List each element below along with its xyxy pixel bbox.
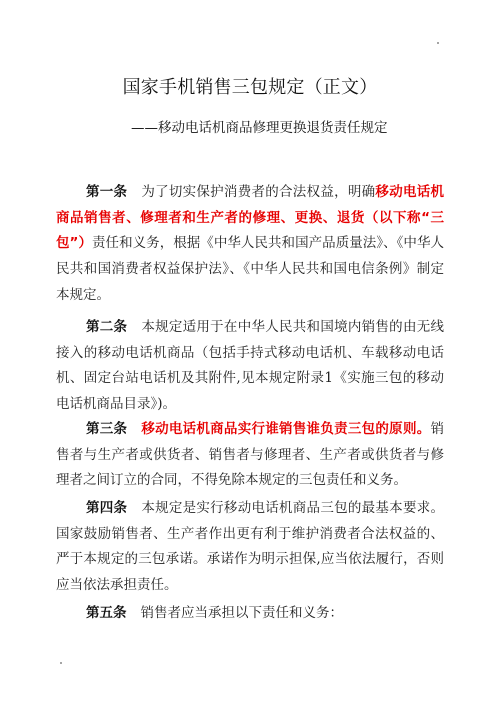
article-highlight: 移动电话机商品实行谁销售谁负责三包的原则。 — [141, 421, 431, 437]
article-label: 第五条 — [86, 605, 127, 621]
document-subtitle: ——移动电话机商品修理更换退货责任规定 — [131, 120, 388, 136]
article-text: 销售者与生产者或供货者、销售者与修理者、生产者或供货者与修理者之间订立的合同，不得免除本规定的三包责任和义务。 — [56, 421, 444, 489]
article-3 — [56, 417, 444, 494]
article-label: 第二条 — [86, 319, 128, 335]
article-text: 责任和义务，根据《中华人民共和国产品质量法》、《中华人民共和国消费者权益保护法》、《中华人民共和国电信条例》制定本规定。 — [56, 235, 445, 303]
article-text: 销售者应当承担以下责任和义务： — [140, 605, 343, 621]
article-1 — [56, 180, 444, 309]
article-5 — [56, 601, 444, 627]
article-text: 为了切实保护消费者的合法权益，明确 — [141, 184, 376, 200]
document-title: 国家手机销售三包规定（正文） — [122, 77, 378, 98]
article-4 — [56, 496, 444, 599]
page-mark — [60, 662, 62, 664]
article-label: 第一条 — [86, 184, 128, 200]
article-label: 第四条 — [86, 500, 128, 516]
article-text: 本规定是实行移动电话机商品三包的最基本要求。国家鼓励销售者、生产者作出更有利于维护消费者合法权益的、严于本规定的三包承诺。承诺作为明示担保,应当依法履行，否则应当依法承担责任。 — [56, 500, 444, 594]
article-2 — [56, 315, 444, 418]
article-label: 第三条 — [86, 421, 128, 437]
article-highlight: 移动电话机商品销售者、修理者和生产者的修理、更换、退货（以下称“三包”） — [56, 184, 445, 252]
page-mark — [437, 42, 439, 44]
article-text: 本规定适用于在中华人民共和国境内销售的由无线接入的移动电话机商品（包括手持式移动电话机、车载移动电话机、固定台站电话机及其附件,见本规定附录1《实施三包的移动电话机商品目录》)。 — [56, 319, 444, 413]
